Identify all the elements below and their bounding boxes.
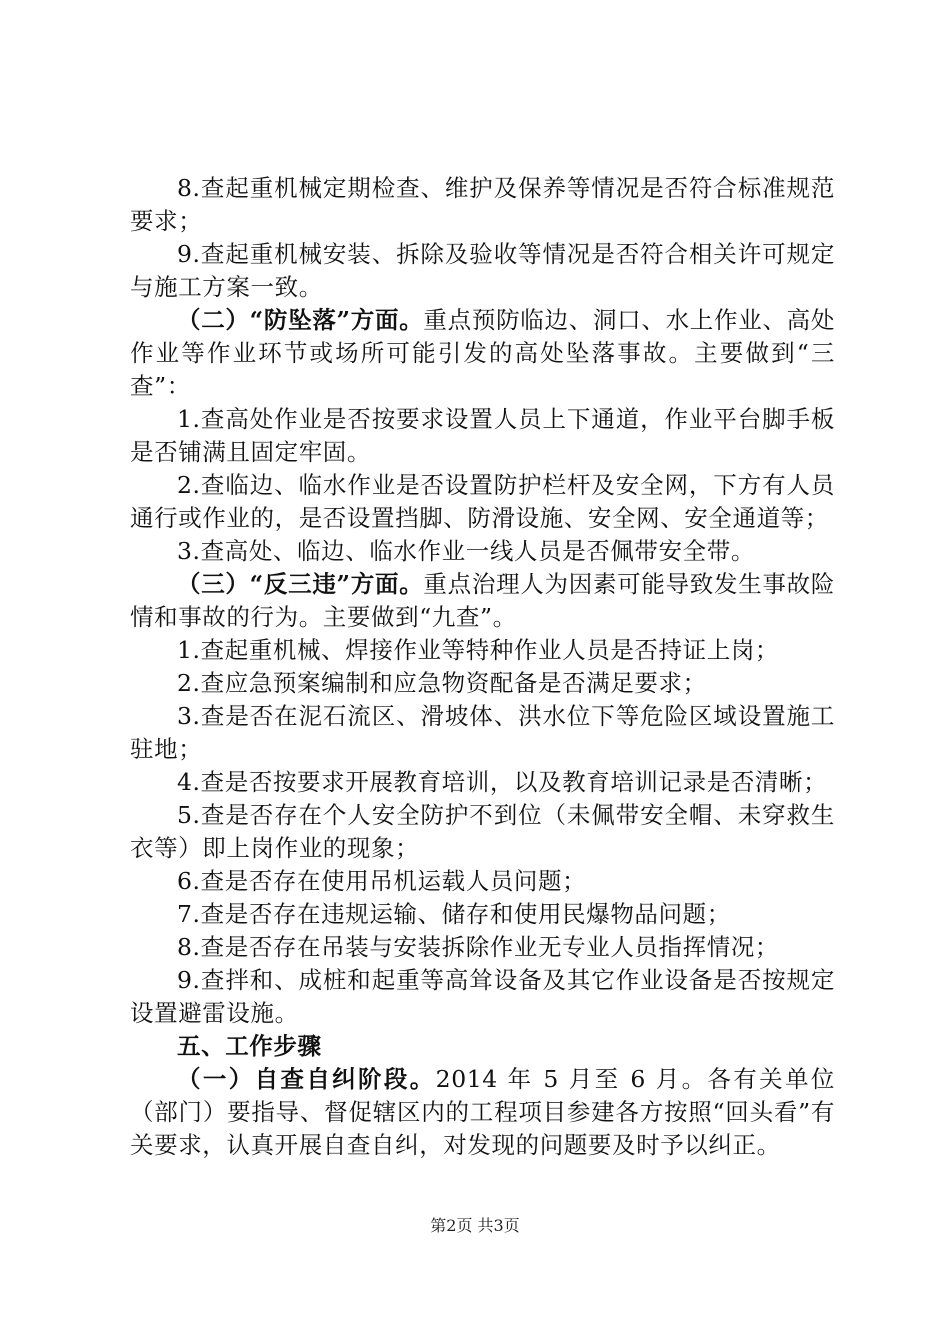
paragraph-text: 4.查是否按要求开展教育培训，以及教育培训记录是否清晰； <box>177 768 828 796</box>
section-paragraph <box>130 1063 835 1162</box>
section-heading: （二）“防坠落”方面。 <box>177 306 424 334</box>
section-heading: （三）“反三违”方面。 <box>177 570 424 598</box>
paragraph-text: 重点预防临边、洞口、水上作业、高处作业等作业环节或场所可能引发的高处坠落事故。主要做到“三查”： <box>130 306 835 400</box>
paragraph-text: 6.查是否存在使用吊机运载人员问题； <box>177 867 587 895</box>
paragraph-text: 9.查拌和、成桩和起重等高耸设备及其它作业设备是否按规定设置避雷设施。 <box>130 966 835 1027</box>
paragraph-text: 1.查高处作业是否按要求设置人员上下通道，作业平台脚手板是否铺满且固定牢固。 <box>130 405 835 466</box>
list-item <box>130 865 835 898</box>
paragraph-text: 1.查起重机械、焊接作业等特种作业人员是否持证上岗； <box>177 636 780 664</box>
paragraph-text: 重点治理人为因素可能导致发生事故险情和事故的行为。主要做到“九查”。 <box>130 570 835 631</box>
list-item <box>130 799 835 865</box>
document-body <box>130 172 835 1162</box>
paragraph-text: 2.查临边、临水作业是否设置防护栏杆及安全网，下方有人员通行或作业的，是否设置挡脚、防滑设施、安全网、安全通道等； <box>130 471 835 532</box>
list-item <box>130 766 835 799</box>
page-footer <box>0 1216 950 1236</box>
page-number: 第2页 共3页 <box>430 1216 520 1235</box>
paragraph-text: 8.查是否存在吊装与安装拆除作业无专业人员指挥情况； <box>177 933 780 961</box>
section-heading: 五、工作步骤 <box>177 1032 322 1060</box>
list-item <box>130 667 835 700</box>
section-paragraph <box>130 304 835 403</box>
paragraph-text: 7.查是否存在违规运输、储存和使用民爆物品问题； <box>177 900 731 928</box>
list-item <box>130 634 835 667</box>
paragraph-text: 5.查是否存在个人安全防护不到位（未佩带安全帽、未穿救生衣等）即上岗作业的现象； <box>130 801 835 862</box>
paragraph-text: 9.查起重机械安装、拆除及验收等情况是否符合相关许可规定与施工方案一致。 <box>130 240 835 301</box>
list-item <box>130 898 835 931</box>
section-paragraph <box>130 568 835 634</box>
list-item <box>130 700 835 766</box>
paragraph-text: 2014 年 5 月至 6 月。各有关单位（部门）要指导、督促辖区内的工程项目参建各方按照“回头看”有关要求，认真开展自查自纠，对发现的问题要及时予以纠正。 <box>130 1065 835 1159</box>
list-item <box>130 238 835 304</box>
list-item <box>130 535 835 568</box>
list-item <box>130 172 835 238</box>
list-item <box>130 964 835 1030</box>
paragraph-text: 2.查应急预案编制和应急物资配备是否满足要求； <box>177 669 707 697</box>
section-title <box>130 1030 835 1063</box>
paragraph-text: 8.查起重机械定期检查、维护及保养等情况是否符合标准规范要求； <box>130 174 835 235</box>
list-item <box>130 469 835 535</box>
list-item <box>130 403 835 469</box>
paragraph-text: 3.查高处、临边、临水作业一线人员是否佩带安全带。 <box>177 537 755 565</box>
paragraph-text: 3.查是否在泥石流区、滑坡体、洪水位下等危险区域设置施工驻地； <box>130 702 835 763</box>
section-heading: （一）自查自纠阶段。 <box>177 1065 436 1093</box>
list-item <box>130 931 835 964</box>
